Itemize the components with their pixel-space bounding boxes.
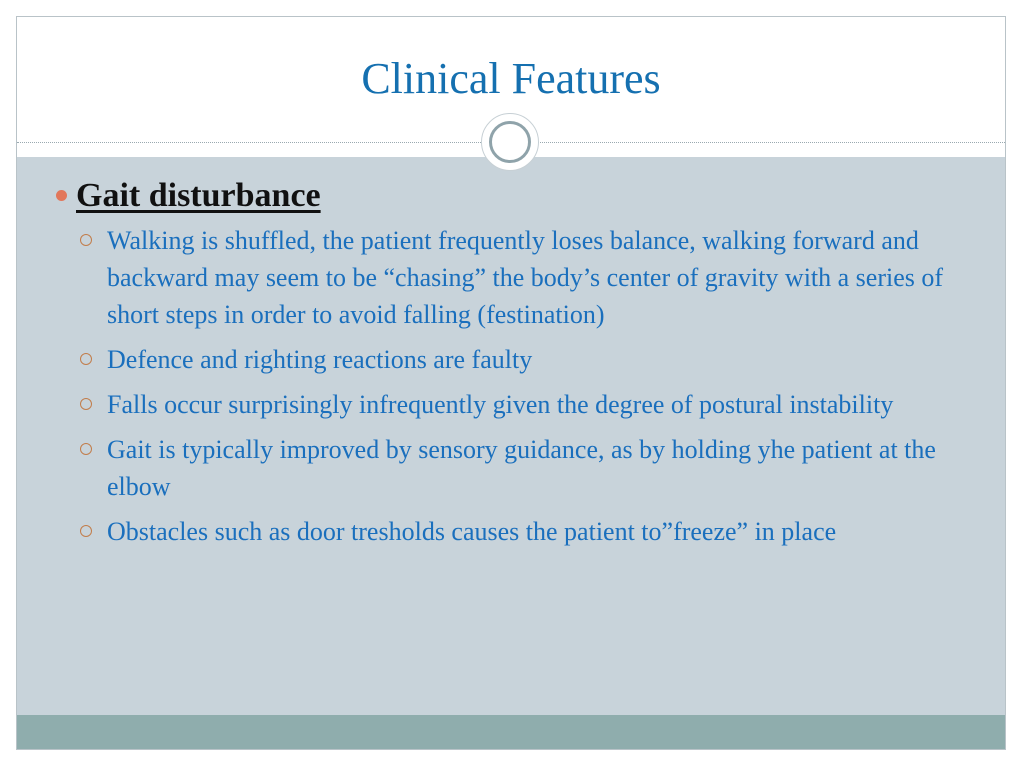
divider-circle-ornament [481, 113, 539, 171]
ring-bullet-icon [80, 353, 92, 365]
footer-band [17, 715, 1005, 750]
sub-bullet-text: Defence and righting reactions are faulty [107, 345, 533, 374]
ring-bullet-icon [80, 525, 92, 537]
sub-bullet-item [56, 386, 956, 423]
slide-title: Clinical Features [361, 54, 661, 103]
sub-bullet-text: Walking is shuffled, the patient frequently loses balance, walking forward and backward may seem to be “chasing” the body’s center of gravity with a series of short steps in order to avoid falling (festination) [107, 226, 944, 329]
sub-bullet-item [56, 222, 956, 333]
ring-bullet-icon [80, 234, 92, 246]
sub-bullet-text: Gait is typically improved by sensory guidance, as by holding yhe patient at the elbow [107, 435, 936, 501]
sub-bullet-item [56, 513, 956, 550]
sub-bullet-item [56, 341, 956, 378]
main-bullet-dot-icon [56, 190, 67, 201]
sub-bullet-item [56, 431, 956, 505]
sub-bullet-text: Obstacles such as door tresholds causes the patient to”freeze” in place [107, 517, 837, 546]
sub-bullet-list [56, 222, 956, 550]
sub-bullet-text: Falls occur surprisingly infrequently given the degree of postural instability [107, 390, 894, 419]
bullet-list [56, 174, 956, 558]
main-bullet-text: Gait disturbance [76, 177, 321, 214]
divider-circle-inner-ring [489, 121, 531, 163]
main-bullet [56, 174, 956, 218]
ring-bullet-icon [80, 443, 92, 455]
ring-bullet-icon [80, 398, 92, 410]
